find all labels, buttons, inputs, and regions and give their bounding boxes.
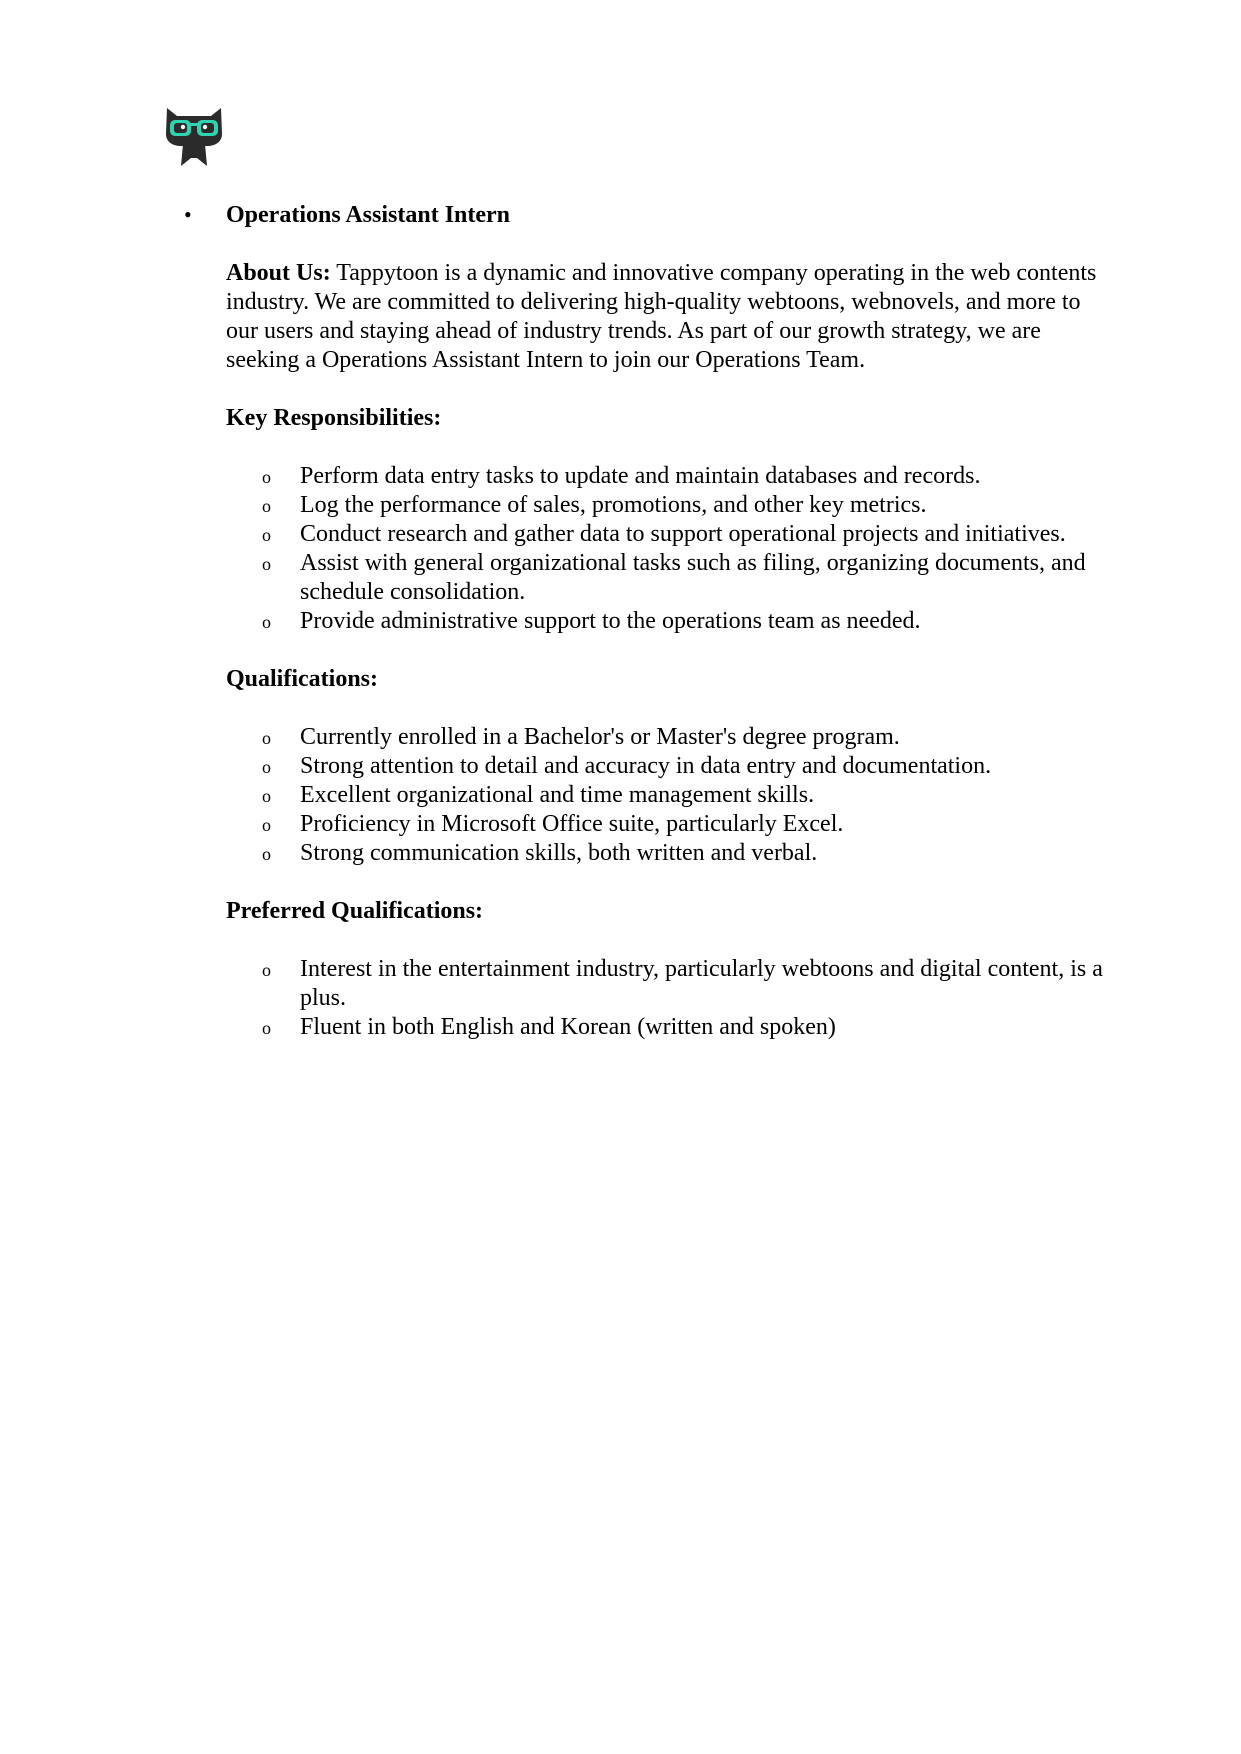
list-item-text: Provide administrative support to the operations team as needed. [300,608,921,634]
sub-bullet: o [262,496,271,516]
about-us-label: About Us: [226,260,331,286]
sub-bullet: o [262,612,271,632]
list-item [226,955,1106,1013]
list-item [226,549,1106,607]
list-item [226,607,1106,636]
job-title: Operations Assistant Intern [226,202,511,228]
about-us-paragraph [226,259,1106,375]
sub-bullet: o [262,960,271,980]
list-item [226,491,1106,520]
key-responsibilities-list [226,462,1106,636]
list-item-text: Conduct research and gather data to support operational projects and initiatives. [300,521,1066,547]
sub-bullet: o [262,525,271,545]
sub-bullet: o [262,728,271,748]
list-item-text: Log the performance of sales, promotions, and other key metrics. [300,492,927,518]
sub-bullet: o [262,757,271,777]
list-item [226,781,1106,810]
job-description [226,259,1106,1042]
list-item-text: Currently enrolled in a Bachelor's or Master's degree program. [300,724,900,750]
preferred-qualifications-heading: Preferred Qualifications: [226,898,484,924]
list-item [226,1013,1106,1042]
list-item-text: Interest in the entertainment industry, particularly webtoons and digital content, is a plus. [300,956,1103,1011]
preferred-qualifications-list [226,955,1106,1042]
list-item-text: Strong communication skills, both written and verbal. [300,840,818,866]
list-item [226,520,1106,549]
list-item-text: Assist with general organizational tasks such as filing, organizing documents, and schedule consolidation. [300,550,1086,605]
list-item-text: Perform data entry tasks to update and maintain databases and records. [300,463,981,489]
list-item-text: Proficiency in Microsoft Office suite, particularly Excel. [300,811,844,837]
sub-bullet: o [262,844,271,864]
qualifications-list [226,723,1106,868]
list-item [226,839,1106,868]
sub-bullet: o [262,815,271,835]
sub-bullet: o [262,554,271,574]
qualifications-heading: Qualifications: [226,666,379,692]
job-title-row [0,200,1241,230]
about-us-text: Tappytoon is a dynamic and innovative company operating in the web contents industry. We are committed to delivering high-quality webtoons, webnovels, and more to our users and staying ahead of industry trends. As part of our growth strategy, we are seeking a Operations Assistant Intern to join our Operations Team. [226,260,1097,373]
key-responsibilities-heading: Key Responsibilities: [226,405,442,431]
sub-bullet: o [262,786,271,806]
list-item [226,723,1106,752]
list-item [226,752,1106,781]
sub-bullet: o [262,467,271,487]
list-item [226,810,1106,839]
cat-with-glasses-logo-icon [163,98,225,166]
list-item-text: Fluent in both English and Korean (written and spoken) [300,1014,836,1040]
sub-bullet: o [262,1018,271,1038]
list-item-text: Excellent organizational and time management skills. [300,782,815,808]
list-item [226,462,1106,491]
list-bullet: • [184,202,192,227]
list-item-text: Strong attention to detail and accuracy in data entry and documentation. [300,753,992,779]
